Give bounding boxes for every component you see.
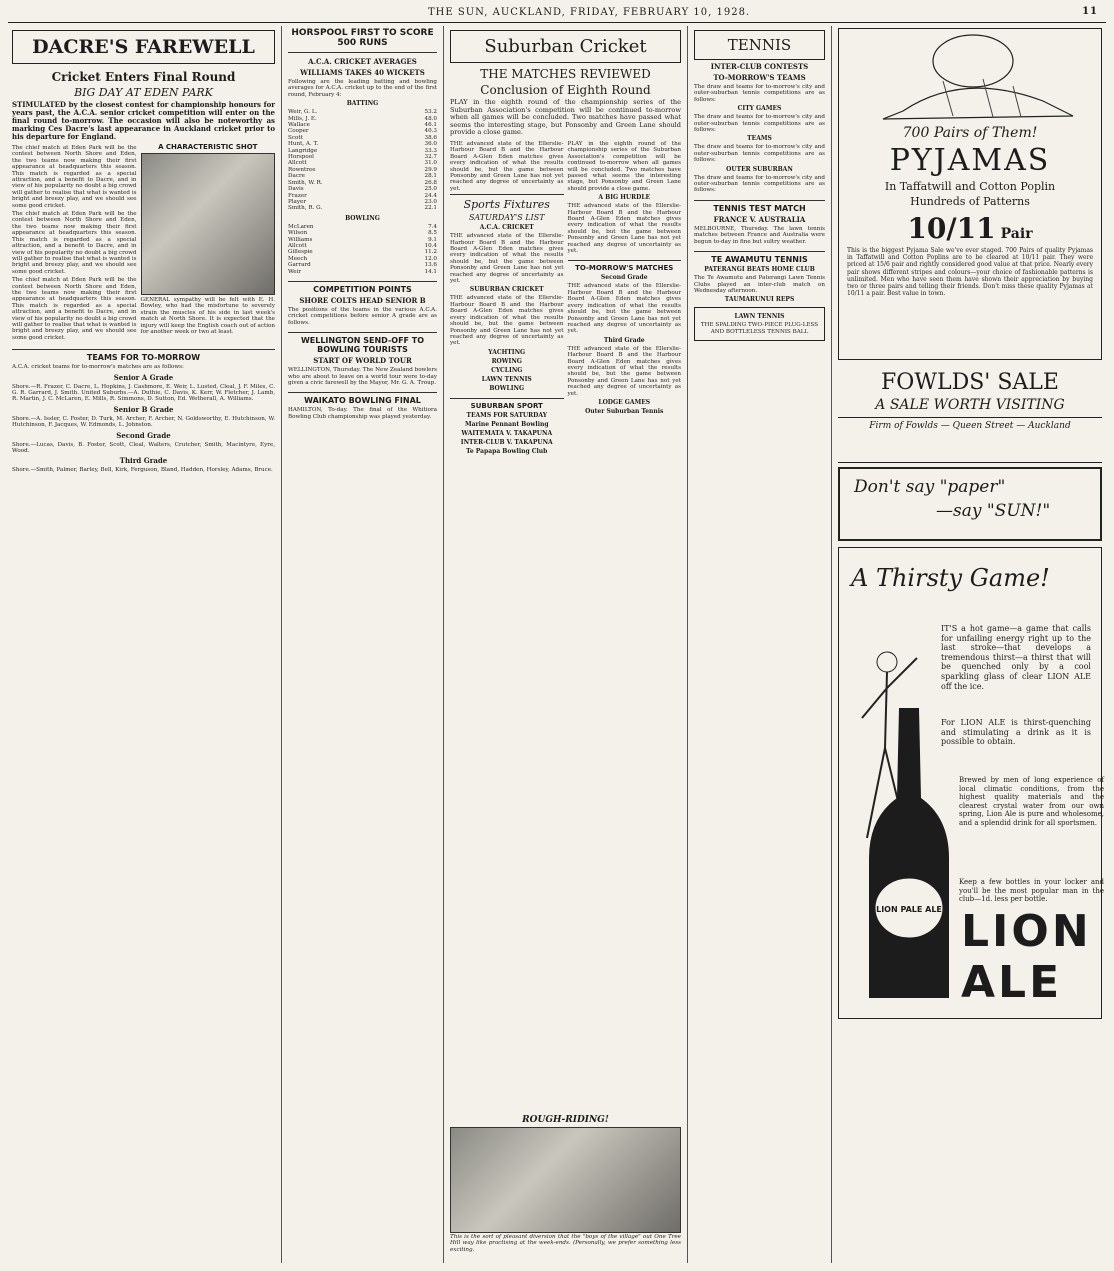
suburban-subhead2: Conclusion of Eighth Round (480, 83, 651, 97)
batting-name: Cooper (288, 128, 309, 135)
table-row (288, 269, 437, 275)
cycling-head: CYCLING (491, 366, 523, 374)
lawn-tennis-ad (694, 307, 825, 341)
suburban-sport-head: SUBURBAN SPORT (450, 398, 564, 410)
photo-text: GENERAL sympathy will be felt with E. H. Bowley, who had the misfortune to severely strain the muscles of his side in last week's match at North Shore. It is expected that the injury will keep the English coach out of action for another week or two at least. (140, 297, 275, 336)
batting-name: Mills, J. E. (288, 115, 317, 122)
lawn-tennis-head: LAWN TENNIS (481, 375, 532, 383)
points-text: The positions of the teams in the various A.C.A. cricket competitions before senior A grade are as follows. (288, 306, 437, 326)
column-suburban (444, 26, 688, 1263)
batting-average: 29.9 (424, 166, 437, 173)
sports-head: Sports Fixtures (450, 194, 564, 211)
second-grade-head: Second Grade (600, 274, 648, 282)
batting-average: 33.3 (424, 147, 437, 154)
suburban-header-box (450, 30, 681, 63)
waitemata-head: WAITEMATA V. TAKAPUNA (461, 429, 553, 437)
sports-sub: SATURDAY'S LIST (468, 213, 545, 223)
outer-tennis-head: Outer Suburban Tennis (585, 407, 664, 415)
sports-aca-text: THE advanced state of the Ellerslie-Harbour Board B and the Harbour Board A-Glen Eden matches gives every indication of what the results should be, but the game between Ponsonby and Green Lane has not yet reached any degree of uncertainty as yet. (450, 233, 564, 285)
bowling-name: Williams (288, 236, 313, 243)
batting-average: 23.0 (424, 198, 437, 205)
tennis-intro: The draw and teams for to-morrow's city and outer-suburban tennis competitions are as follows: (694, 84, 825, 103)
batting-name: Langridge (288, 147, 318, 154)
bowling-average: 14.1 (424, 268, 437, 275)
suburban-right-body: PLAY in the eighth round of the championship series of the Suburban Association's competition will be continued to-morrow when all games will be concluded. Two matches have passed what seems the interesting stage, but Ponsonby and Green Lane should provide a close game. (567, 140, 681, 192)
second-text: Shore.—Lucas, Davis, B. Foster, Scott, Cleal, Walters, Crutcher, Smith, Macintyre, Eyre, Wood. (12, 441, 275, 455)
batting-average: 36.0 (424, 141, 437, 148)
fowlds-ad (838, 370, 1102, 463)
column-tennis (688, 26, 832, 1263)
bowling-name: Wilson (288, 230, 308, 237)
bowling-name: Garrard (288, 262, 311, 269)
tennis-teams-head: TEAMS (747, 135, 772, 143)
batting-average: 22.1 (424, 205, 437, 212)
lion-text2: For LION ALE is thirst-quenching and stimulating a drink as it is possible to obtain. (941, 718, 1091, 747)
senior-a-head: Senior A Grade (113, 372, 174, 382)
senior-a-text: Shore.—R. Frazer, C. Dacre, L. Hopkins, J. Cashmore, E. Weir, L. Lusted, Cleal, J. F. Miles, C. G. R. Garrard, J. Smith. United Suburbs.—A. Duthie, C. Davis, K. Kerr, W. Fletcher, J. Lamb, R. Martin, J. C. McLaren, E. Mills, R. Simmons, D. Sutton, Ed. Wetherall, A. Williams. (12, 383, 275, 403)
batting-average: 24.4 (424, 192, 437, 199)
wellington-text: WELLINGTON, Thursday. The New Zealand bowlers who are about to leave on a world tour were to-day given a civic farewell by the Mayor, Mr. G. A. Troup. (288, 367, 437, 386)
tennis-subhead: INTER-CLUB CONTESTS (710, 62, 809, 71)
dacre-lead: STIMULATED by the closest contest for championship honours for years past, the A.C.A. senior cricket competition will enter on the final round to-morrow. The occasion will also be noteworthy as marking Ces Dacre's last appearance in Auckland cricket prior to his departure for England. (12, 100, 275, 141)
bowling-name: Allcott (288, 242, 307, 249)
batting-name: Dacre (288, 173, 305, 180)
suburban-headline: Suburban Cricket (484, 36, 647, 57)
batting-average: 25.0 (424, 186, 437, 193)
man-in-pyjamas-illustration (843, 31, 1105, 121)
batting-name: Scott (288, 134, 303, 141)
suburban-cricket-text: THE advanced state of the Ellerslie-Harbour Board B and the Harbour Board A-Glen Eden matches gives every indication of what the results should be, but the game between Ponsonby and Green Lane has not yet reached any degree of uncertainty as yet. (450, 295, 564, 347)
dacre-subhead2: BIG DAY AT EDEN PARK (74, 86, 213, 99)
bowling-name: Weir (288, 268, 302, 275)
bowling-table (288, 224, 437, 275)
bottle-label: LION PALE ALE (876, 905, 942, 914)
bowling-average: 9.1 (428, 236, 437, 243)
pyjamas-title: PYJAMAS (889, 143, 1051, 178)
rough-caption: This is the sort of pleasant diversion that the "boys of the village" out One Tree Hill way like practising at the week-ends. (Personally, we prefer something less exciting. (450, 1233, 681, 1253)
tennis-headline: TENNIS (727, 36, 792, 54)
awamutu-head: TE AWAMUTU TENNIS (694, 251, 825, 264)
big-hurdle-head: A BIG HURDLE (598, 194, 651, 202)
suburban-cricket-head: SUBURBAN CRICKET (469, 286, 544, 294)
second-grade-text: THE advanced state of the Ellerslie-Harbour Board B and the Harbour Board A-Glen Eden matches gives every indication of what the results should be, but the game between Ponsonby and Green Lane has not yet reached any degree of uncertainty as yet. (567, 283, 681, 335)
column-ads (832, 26, 1108, 1263)
senior-b-head: Senior B Grade (113, 404, 174, 414)
dacre-body: The chief match at Eden Park will be the contest between North Shore and Eden, the two teams now making their first appearance at headquarters this season. This match is regarded as a special attraction, and a benefit to Dacre, and in view of his popularity no doubt a big crowd will gather to realise that what is wanted is bright and breezy play, and we should see some good cricket. (12, 145, 137, 209)
papapua-head: Te Papapa Bowling Club (466, 447, 548, 455)
pyjamas-tag: 700 Pairs of Them! (902, 125, 1038, 141)
waikato-text: HAMILTON, To-day. The final of the Whitiora Bowling Club championship was played yesterday. (288, 407, 437, 420)
masthead (8, 4, 1106, 23)
rough-head: ROUGH-RIDING! (522, 1115, 609, 1125)
rough-photo (450, 1127, 681, 1233)
batting-average: 48.0 (424, 115, 437, 122)
batting-average: 28.1 (424, 173, 437, 180)
lion-text: IT'S a hot game—a game that calls for unfailing energy right up to the last stroke—that develops a tremendous thirst—a thirst that will be quenched only by a cool sparkling glass of clear LION ALE off the ice. (941, 624, 1091, 691)
lion-text3: Brewed by men of long experience of local climatic conditions, from the highest quality materials and the clearest crystal water from our own spring, Lion Ale is pure and wholesome, and a splendid drink for all sportsmen. (959, 776, 1104, 827)
batting-name: Player (288, 198, 307, 205)
fowlds-firm: Firm of Fowlds — Queen Street — Auckland (838, 417, 1102, 431)
page-number: 11 (1082, 6, 1098, 17)
batting-average: 31.0 (424, 160, 437, 167)
fowlds-title: FOWLDS' SALE (881, 370, 1059, 395)
third-grade-head: Third Grade (603, 336, 645, 344)
batting-average: 40.3 (424, 128, 437, 135)
teams-saturday-head: TEAMS FOR SATURDAY (466, 411, 547, 419)
averages-intro: Following are the leading batting and bowling averages for A.C.A. cricket up to the end of the first round, February 4: (288, 79, 437, 98)
third-grade-text: THE advanced state of the Ellerslie-Harbour Board B and the Harbour Board A-Glen Eden matches gives every indication of what the results should be, but the game between Ponsonby and Green Lane has not yet reached any degree of uncertainty as yet. (567, 345, 681, 397)
test-sub: FRANCE V. AUSTRALIA (713, 214, 806, 224)
batting-name: Smith, W. R. (288, 179, 323, 186)
outer-suburban-head: OUTER SUBURBAN (726, 165, 793, 173)
batting-average: 46.1 (424, 122, 437, 129)
averages-subhead: A.C.A. CRICKET AVERAGES (308, 57, 417, 66)
marine-head: Marine Pennant Bowling (464, 420, 549, 428)
batting-table (288, 109, 437, 212)
batting-name: Allcott (288, 160, 307, 167)
fowlds-sub: A SALE WORTH VISITING (875, 397, 1065, 413)
bowling-name: Gillespie (288, 249, 313, 256)
suburban-left-body: THE advanced state of the Ellerslie-Harbour Board B and the Harbour Board A-Glen Eden matches gives every indication of what the results should be, but the game between Ponsonby and Green Lane has not yet reached any degree of uncertainty as yet. (450, 140, 564, 192)
city-games-text: The draw and teams for to-morrow's city and outer-suburban tennis competitions are as follows: (694, 114, 825, 134)
bowling-average: 12.0 (424, 255, 437, 262)
batting-name: Smith, R. G. (288, 205, 323, 212)
tomorrow-head: TO-MORROW'S MATCHES (568, 260, 682, 272)
batting-head: BATTING (346, 100, 379, 108)
yachting-head: YACHTING (488, 348, 526, 356)
points-head: COMPETITION POINTS (288, 281, 437, 294)
tennis-teams-text: The draw and teams for to-morrow's city and outer-suburban tennis competitions are as follows: (694, 144, 825, 164)
sun-ad-sun: —say "SUN!" (936, 501, 1051, 521)
suburban-subhead: THE MATCHES REVIEWED (480, 67, 651, 81)
batting-average: 32.7 (424, 154, 437, 161)
third-text: Shore.—Smith, Palmer, Barley, Bell, Kirk, Ferguson, Bland, Hadden, Horsley, Adams, Bruce. (12, 467, 273, 474)
dacre-header-box (12, 30, 275, 64)
sports-aca: A.C.A. CRICKET (479, 224, 534, 232)
bowling-average: 7.4 (428, 223, 437, 230)
bowling-average: 13.6 (424, 262, 437, 269)
bowling-name: McLaren (288, 223, 314, 230)
awamutu-sub: PATERANGI BEATS HOME CLUB (704, 266, 815, 274)
teams-intro: A.C.A. cricket teams for to-morrow's matches are as follows: (12, 364, 184, 371)
wellington-head: WELLINGTON SEND-OFF TO BOWLING TOURISTS (288, 332, 437, 354)
awamutu-text: The Te Awamutu and Paterangi Lawn Tennis Clubs played an inter-club match on Wednesday afternoon. (694, 275, 825, 294)
bowling-name: Meech (288, 255, 308, 262)
pyjamas-price-unit: Pair (1000, 226, 1033, 242)
batting-name: Horspool (288, 154, 314, 161)
batting-average: 53.2 (424, 109, 437, 116)
photo-caption: A CHARACTERISTIC SHOT (158, 143, 258, 151)
lion-text4: Keep a few bottles in your locker and you'll be the most popular man in the club—1d. less per bottle. (959, 878, 1104, 904)
averages-subhead2: WILLIAMS TAKES 40 WICKETS (300, 68, 425, 77)
suburban-lead: PLAY in the eighth round of the championship series of the Suburban Association's competition will be continued to-morrow when all games will be concluded. Two matches have passed what seems the interesting stage, but Ponsonby and Green Lane should provide a close game. (450, 98, 681, 137)
sun-ad (838, 467, 1102, 541)
cricket-photo (141, 153, 275, 295)
dacre-headline: DACRE'S FAREWELL (32, 36, 255, 58)
bowling-average: 11.2 (424, 249, 437, 256)
batting-name: Weir, G. L. (288, 109, 318, 116)
batting-name: Rowntree (288, 166, 316, 173)
city-games-head: CITY GAMES (737, 105, 782, 113)
big-hurdle-text: THE advanced state of the Ellerslie-Harbour Board B and the Harbour Board A-Glen Eden matches gives every indication of what the results should be, but the game between Ponsonby and Green Lane has not yet reached any degree of uncertainty as yet. (567, 203, 681, 255)
batting-name: Hunt, A. T. (288, 141, 319, 148)
tennis-subhead2: TO-MORROW'S TEAMS (713, 73, 806, 82)
dacre-body-3: The chief match at Eden Park will be the contest between North Shore and Eden, the two teams now making their first appearance at headquarters this season. This match is regarded as a special attraction, and a benefit to Dacre, and in view of his popularity no doubt a big crowd will gather to realise that what is wanted is bright and breezy play, and we should see some good cricket. (12, 277, 137, 341)
pyjamas-ad (838, 28, 1102, 360)
column-averages (282, 26, 444, 1263)
points-sub: SHORE COLTS HEAD SENIOR B (299, 295, 426, 305)
outer-suburban-text: The draw and teams for to-morrow's city and outer-suburban tennis competitions are as follows: (694, 174, 825, 194)
pyjamas-price: 10/11 (907, 212, 996, 245)
pyjamas-sub2: Hundreds of Patterns (910, 195, 1030, 208)
rowing-head: ROWING (491, 357, 522, 365)
pyjamas-text: This is the biggest Pyjama Sale we've ever staged. 700 Pairs of quality Pyjamas in Taffatwill and Cotton Poplins are to be cleared at 10/11 pair. They were priced at 15/6 pair and rightly considered good value at that price. Nearly every pair shows different stripes and colours—your choice of fashionable patterns is unlimited. Men who have seen them have shown their appreciation by buying two or three pairs and telling their friends. Don't miss these quality Pyjamas at 10/11 a pair. Best value in town. (847, 247, 1093, 298)
masthead-title: THE SUN, AUCKLAND, FRIDAY, FEBRUARY 10, 1928. (428, 7, 751, 18)
lawn-ad-head: LAWN TENNIS (734, 313, 785, 321)
batting-name: Wallace (288, 122, 310, 129)
test-text: MELBOURNE, Thursday. The lawn tennis matches between France and Australia were begun to-day in fine but sultry weather. (694, 225, 825, 245)
column-dacre (6, 26, 282, 1263)
test-head: TENNIS TEST MATCH (694, 200, 825, 213)
teams-head: TEAMS FOR TO-MORROW (12, 349, 275, 362)
wellington-sub: START OF WORLD TOUR (313, 356, 412, 366)
waikato-head: WAIKATO BOWLING FINAL (288, 392, 437, 405)
batting-average: 26.8 (424, 179, 437, 186)
dacre-body-2: The chief match at Eden Park will be the contest between North Shore and Eden, the two teams now making their first appearance at headquarters this season. This match is regarded as a special attraction, and a benefit to Dacre, and in view of his popularity no doubt a big crowd will gather to realise that what is wanted is bright and breezy play, and we should see some good cricket. (12, 211, 137, 275)
lawn-ad-text: THE SPALDING TWO-PIECE PLUG-LESS AND BOTTLELESS TENNIS BALL (700, 322, 819, 335)
senior-b-text: Shore.—A. Issler, C. Foster, D. Turk, M. Archer, F. Archer, N. Goldsworthy, E. Hutchinson, W. Hutchinson, F. Jacques, W. Edmonds, L. Johnston. (12, 415, 275, 429)
lion-ale-wordmark: LION ALE (961, 906, 1092, 1008)
bowling-head: BOWLING (345, 214, 380, 222)
batting-name: Davis (288, 186, 304, 193)
bowling-average: 8.5 (428, 230, 437, 237)
averages-headline: HORSPOOL FIRST TO SCORE 500 RUNS (291, 28, 434, 48)
batting-name: Frazer (288, 192, 307, 199)
dacre-subhead: Cricket Enters Final Round (51, 70, 236, 84)
thirsty-headline: A Thirsty Game! (851, 564, 1050, 592)
batting-average: 38.6 (424, 134, 437, 141)
second-head: Second Grade (116, 430, 171, 440)
sun-ad-paper: Don't say "paper" (854, 477, 1006, 497)
inter-club-head: INTER-CLUB V. TAKAPUNA (460, 438, 553, 446)
bowling-average: 10.4 (424, 242, 437, 249)
taumarunui-head: TAUMARUNUI REPS (724, 296, 795, 304)
tennis-header-box (694, 30, 825, 60)
lion-ale-ad (838, 547, 1102, 1019)
bottle-illustration (859, 708, 959, 1008)
table-row (288, 205, 437, 211)
lodge-head: LODGE GAMES (598, 398, 651, 406)
third-head: Third Grade (119, 456, 168, 466)
bowling-fixtures-head: BOWLING (489, 384, 525, 392)
pyjamas-sub: In Taffatwill and Cotton Poplin (884, 180, 1056, 193)
